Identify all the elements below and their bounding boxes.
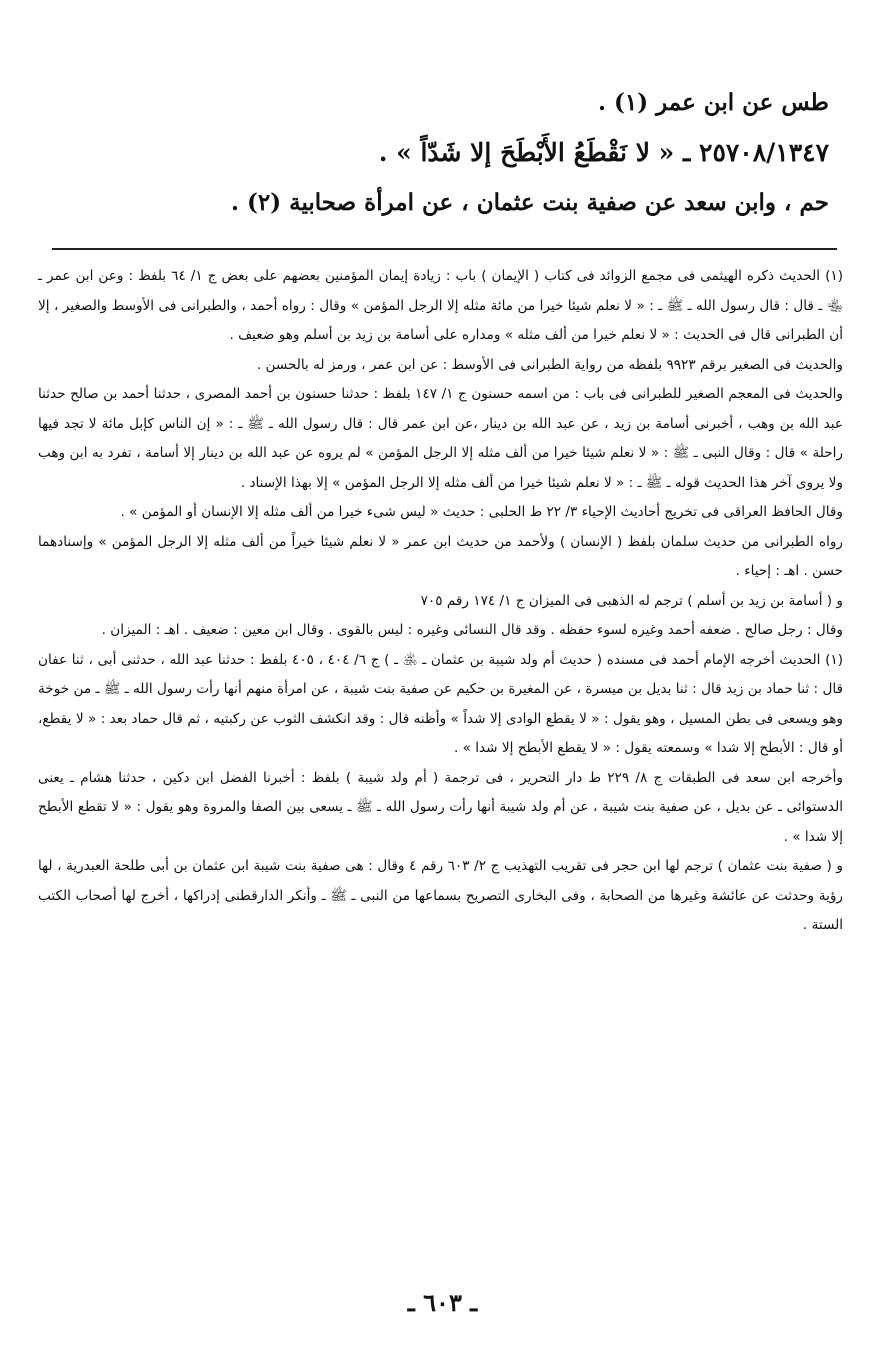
footnote-paragraph: و ( صفية بنت عثمان ) ترجم لها ابن حجر فى تقريب التهذيب ج ٢/ ٦٠٣ رقم ٤ وقال : هى صفية بنت شيبة ابن عثمان بن أبى طلحة العبدرية ، لها رؤية وحدثت عن عائشة وغيرها من الصحابة ، وفى البخارى التصريح بسماعها من النبى ـ ﷺ ـ وأنكر الدارقطنى إدراكها ، أخرج لها أصحاب الكتب الستة . (38, 858, 843, 933)
footnote-paragraph: وقال : رجل صالح . ضعفه أحمد وغيره لسوء حفظه . وقد قال النسائى وغيره : ليس بالقوى . وقال ابن معين : ضعيف . اهـ : الميزان . (101, 622, 843, 638)
attribution-line: حم ، وابن سعد عن صفية بنت عثمان ، عن امرأة صحابية (٢) . (230, 189, 829, 216)
footnote-paragraph: و ( أسامة بن زيد بن أسلم ) ترجم له الذهبى فى الميزان ج ١/ ١٧٤ رقم ٧٠٥ (420, 592, 843, 609)
hadith-text: ٢٥٧٠٨/١٣٤٧ ـ « لا نَقْطَعُ الأَبْطَحَ إلا شَدّاً » . (378, 138, 829, 167)
footnote-paragraph: (١) الحديث ذكره الهيثمى فى مجمع الزوائد فى كتاب ( الإيمان ) باب : زيادة إيمان المؤمنين بعضهم على بعض ج ١/ ٦٤ بلفظ : وعن ابن عمر ـ ﵄ ـ قال : قال رسول الله ـ ﷺ ـ : « لا نعلم شيئا خيرا من مائة مثله إلا الرجل المؤمن » وقال : رواه أحمد ، والطبرانى فى الأوسط والصغير ، إلا أن الطبرانى قال فى الحديث : « لا نعلم خيرا من ألف مثله » ومداره على أسامة بن زيد بن أسلم وهو ضعيف . (38, 268, 843, 343)
footnote-paragraph: وأخرجه ابن سعد فى الطبقات ج ٨/ ٢٢٩ ط دار التحرير ، فى ترجمة ( أم ولد شيبة ) بلفظ : أخبرنا الفضل ابن دكين ، حدثنا هشام ـ يعنى الدستوائى ـ عن بديل ، عن صفية بنت شيبة ، عن أم ولد شيبة أنها رأت رسول الله ـ ﷺ ـ يسعى بين الصفا والمروة وهو يقول : « لا تقطع الأبطح إلا شدا » . (38, 769, 843, 845)
footnote-paragraph: (١) الحديث أخرجه الإمام أحمد فى مسنده ( حديث أم ولد شيبة بن عثمان ـ ﵁ ـ ) ج ٦/ ٤٠٤ ، ٤٠٥ بلفظ : حدثنا عبد الله ، حدثنى أبى ، ثنا عفان قال : ثنا حماد بن زيد قال : ثنا بديل بن ميسرة ، عن المغيرة بن حكيم عن صفية بنت شيبة ، عن امرأة منهم أنها رأت رسول الله ـ ﷺ ـ من خوخة وهو ويسعى فى بطن المسيل ، وهو يقول : « لا يقطع الوادى إلا شداً » وأظنه قال : وقد انكشف الثوب عن ركبتيه ، ثم قال حماد بعد : « لا يقطع، أو قال : الأبطح إلا شدا » وسمعته يقول : « لا يقطع الأبطح إلا شدا » . (38, 651, 844, 756)
footnote-paragraph: والحديث فى الصغير برقم ٩٩٢٣ بلفظه من رواية الطبرانى فى الأوسط : عن ابن عمر ، ورمز له بالحسن . (256, 356, 843, 373)
page-number: ـ ٦٠٣ ـ (407, 1288, 478, 1317)
footnote-paragraph: رواه الطبرانى من حديث سلمان بلفظ ( الإنسان ) ولأحمد من حديث ابن عمر « لا نعلم شيئا خيراً من ألف مثله إلا الرجل المؤمن » وإسنادهما حسن . اهـ : إحياء . (38, 533, 843, 579)
source-line: طس عن ابن عمر (١) . (597, 89, 829, 116)
footnote-paragraph: وقال الحافظ العراقى فى تخريج أحاديث الإحياء ٣/ ٢٢ ط الحلبى : حديث « ليس شىء خيرا من ألف مثله إلا الإنسان أو المؤمن » . (120, 504, 843, 520)
footnote-paragraph: والحديث فى المعجم الصغير للطبرانى فى باب : من اسمه حسنون ج ١/ ١٤٧ بلفظ : حدثنا حسنون بن أحمد المصرى ، حدثنا أحمد بن صالح حدثنا عبد الله بن وهب ، أخبرنى أسامة بن زيد ، عن عبد الله بن دينار ،عن ابن عمر قال : قال رسول الله ـ ﷺ ـ : « إن الناس كإبل مائة لا تجد فيها راحلة » قال : وقال النبى ـ ﷺ : « لا نعلم شيئا خيرا من ألف مثله إلا الرجل المؤمن » لم يروه عن عبد الله بن دينار إلا أسامة ، تفرد به ابن وهب ولا يروى آخر هذا الحديث قوله ـ ﷺ ـ : « لا نعلم شيئا خيرا من ألف مثله إلا الرجل المؤمن » إلا بهذا الإسناد . (38, 386, 843, 491)
main-text (52, 78, 833, 228)
footnote-separator (52, 248, 837, 250)
footnotes (38, 262, 843, 941)
